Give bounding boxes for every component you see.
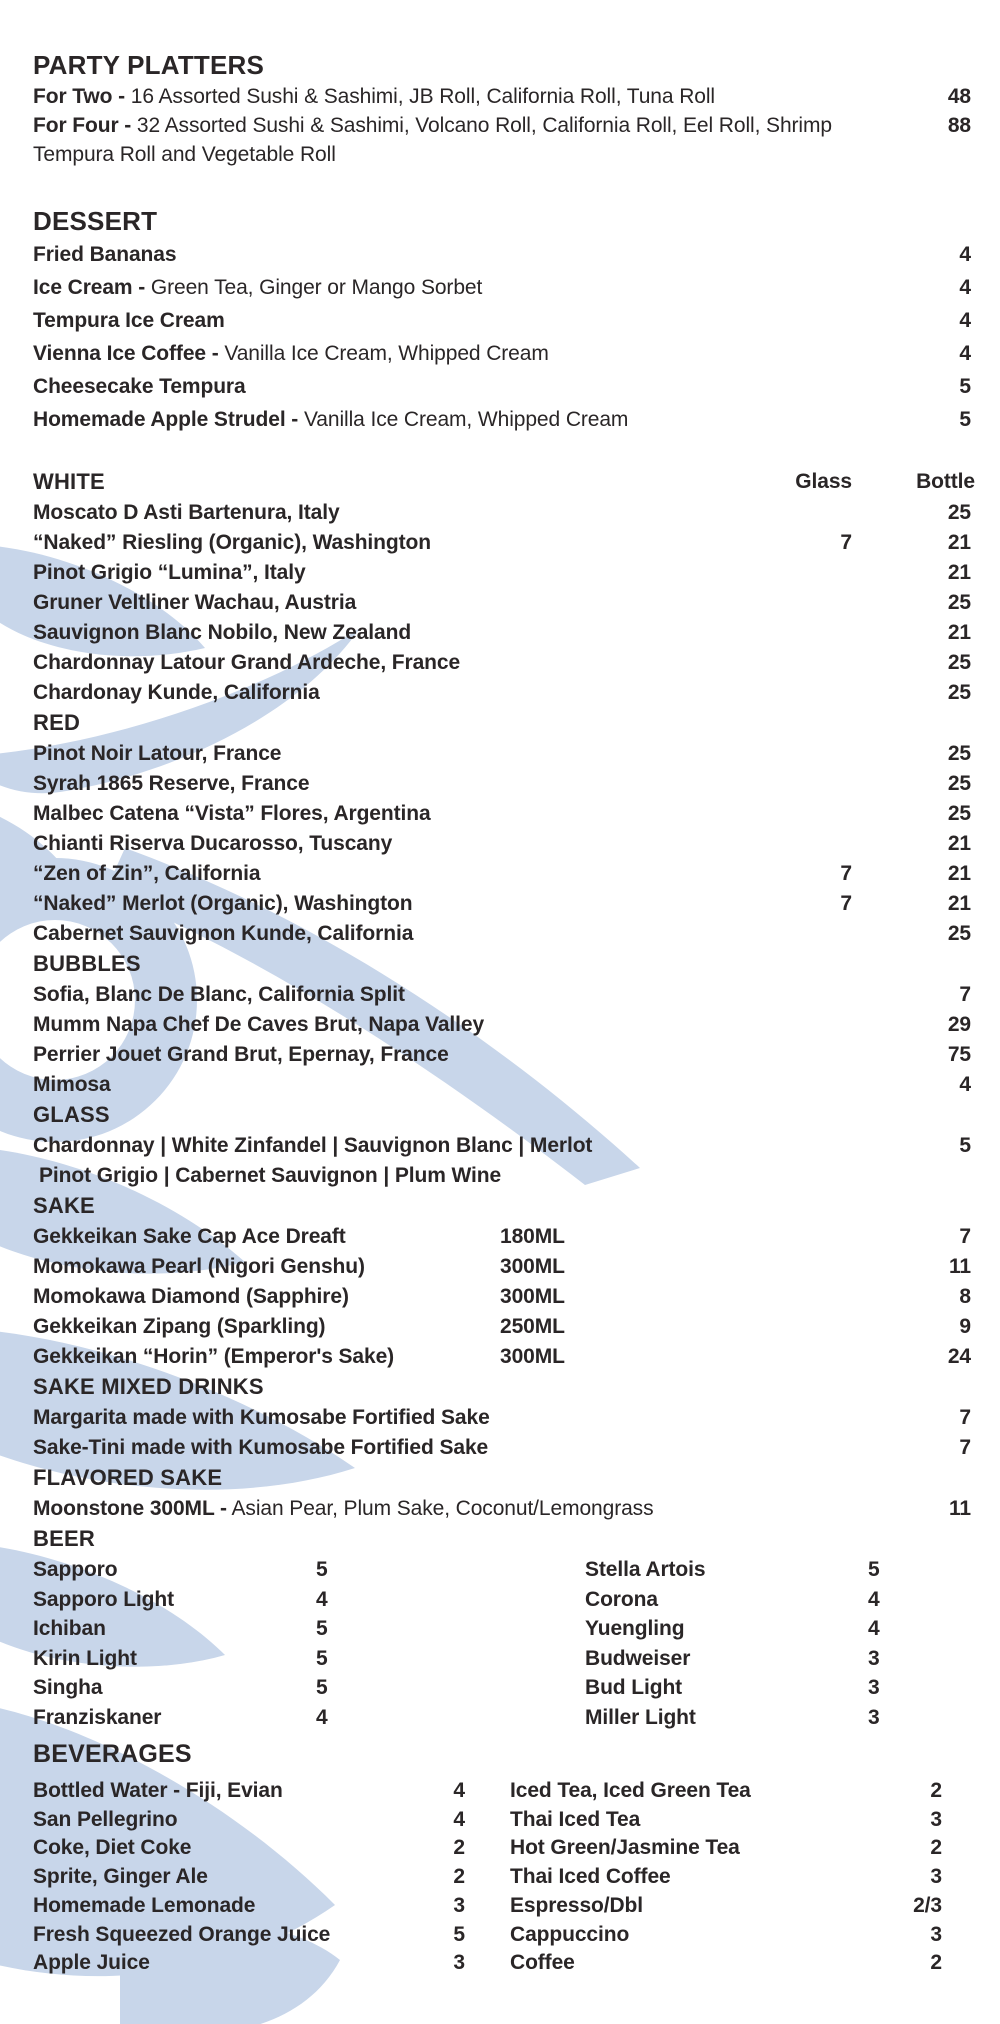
beer-item-row — [585, 1673, 965, 1703]
item-name: For Four - — [33, 114, 132, 137]
item-price: 4 — [868, 1587, 880, 1611]
item-price: 7 — [959, 1225, 971, 1248]
bottle-price: 21 — [947, 561, 971, 584]
item-price: 2 — [930, 1836, 942, 1860]
bottle-price: 29 — [947, 1013, 971, 1036]
subsection-header — [0, 1524, 1000, 1555]
item-name: San Pellegrino — [33, 1807, 178, 1831]
beverage-list-right — [510, 1777, 942, 1978]
menu-item-row — [0, 1433, 1000, 1463]
bottle-size: 300ML — [500, 1285, 565, 1308]
item-price: 5 — [316, 1676, 328, 1699]
item-price: 2 — [930, 1779, 942, 1802]
bottle-size: 300ML — [500, 1255, 565, 1278]
menu-item-row — [0, 271, 1000, 304]
item-price: 4 — [316, 1587, 328, 1611]
bubbles-list — [0, 980, 1000, 1100]
item-name: Cheesecake Tempura — [33, 375, 246, 398]
item-name: “Naked” Merlot (Organic), Washington — [33, 892, 413, 915]
menu-item-row — [0, 337, 1000, 370]
section-title: PARTY PLATTERS — [33, 50, 265, 80]
subsection-title: WHITE — [33, 469, 105, 494]
beer-item-row — [585, 1585, 965, 1615]
wine-item-row — [0, 498, 1000, 528]
item-name: Franziskaner — [33, 1705, 162, 1729]
section-wine-sake — [0, 467, 1000, 1524]
sake-item-row — [0, 1252, 1000, 1282]
by-the-glass-row — [0, 1131, 1000, 1161]
item-name: Sofia, Blanc De Blanc, California Split — [33, 983, 405, 1006]
item-name: For Two - — [33, 85, 126, 108]
wine-item-row — [0, 1040, 1000, 1070]
item-name: Sapporo Light — [33, 1587, 175, 1611]
item-name: Chardonnay Latour Grand Ardeche, France — [33, 651, 461, 674]
bottle-price: 21 — [947, 832, 971, 855]
item-price: 4 — [959, 309, 971, 332]
section-beer — [0, 1524, 1000, 1732]
wine-item-row — [0, 919, 1000, 949]
menu-item-row — [0, 370, 1000, 403]
bottle-column-header: Bottle — [916, 470, 975, 493]
item-name: Miller Light — [585, 1705, 696, 1729]
item-price: 3 — [868, 1705, 880, 1729]
item-name: Chianti Riserva Ducarosso, Tuscany — [33, 832, 393, 855]
item-name: Gruner Veltliner Wachau, Austria — [33, 591, 357, 614]
subsection-title: BUBBLES — [33, 951, 141, 976]
item-price: 5 — [959, 408, 971, 431]
wine-item-row — [0, 739, 1000, 769]
menu-item-row — [0, 82, 1000, 111]
wine-item-row — [0, 648, 1000, 678]
item-price: 88 — [947, 114, 971, 137]
item-name: Mumm Napa Chef De Caves Brut, Napa Valley — [33, 1013, 485, 1036]
item-name: Syrah 1865 Reserve, France — [33, 772, 310, 795]
beer-item-row — [33, 1555, 413, 1585]
beverage-item-row — [33, 1921, 465, 1950]
wine-item-row — [0, 528, 1000, 558]
item-name: Stella Artois — [585, 1558, 706, 1581]
bottle-price: 25 — [947, 591, 971, 614]
item-name: Vienna Ice Coffee - — [33, 342, 219, 365]
item-name: Cabernet Sauvignon Kunde, California — [33, 922, 414, 945]
wine-item-row — [0, 588, 1000, 618]
item-name: Gekkeikan Zipang (Sparkling) — [33, 1315, 326, 1338]
beverage-item-row — [510, 1892, 942, 1921]
menu-item-row — [0, 1494, 1000, 1524]
item-description: Vanilla Ice Cream, Whipped Cream — [303, 408, 629, 431]
bottle-price: 25 — [947, 501, 971, 524]
beverage-item-row — [510, 1777, 942, 1806]
item-price: 3 — [868, 1676, 880, 1699]
menu-item-row — [0, 403, 1000, 436]
wine-item-row — [0, 889, 1000, 919]
item-name: Moscato D Asti Bartenura, Italy — [33, 501, 340, 524]
item-price: 4 — [959, 342, 971, 365]
section-title: BEVERAGES — [33, 1740, 192, 1768]
wine-item-row — [0, 980, 1000, 1010]
bottle-price: 7 — [959, 983, 971, 1006]
wine-item-row — [0, 678, 1000, 708]
beverage-item-row — [510, 1863, 942, 1892]
item-name: Gekkeikan Sake Cap Ace Dreaft — [33, 1225, 346, 1248]
beer-item-row — [33, 1644, 413, 1674]
item-price: 2 — [453, 1865, 465, 1889]
beverage-item-row — [510, 1806, 942, 1835]
menu-item-row — [0, 1403, 1000, 1433]
item-name: Fresh Squeezed Orange Juice — [33, 1922, 331, 1946]
wine-item-row — [0, 618, 1000, 648]
item-price: 5 — [959, 375, 971, 398]
item-price: 3 — [453, 1951, 465, 1975]
beverage-item-row — [33, 1863, 465, 1892]
item-price: 3 — [930, 1807, 942, 1831]
bottle-size: 180ML — [500, 1225, 565, 1248]
subsection-title: FLAVORED SAKE — [33, 1465, 223, 1490]
item-price: 24 — [947, 1345, 971, 1368]
item-price: 9 — [959, 1315, 971, 1338]
item-name: “Naked” Riesling (Organic), Washington — [33, 531, 431, 554]
subsection-title: SAKE — [33, 1193, 95, 1218]
item-text — [0, 82, 1000, 111]
item-price: 2 — [453, 1836, 465, 1860]
item-price: 4 — [316, 1705, 328, 1729]
item-price: 3 — [453, 1893, 465, 1917]
item-price: 3 — [868, 1646, 880, 1670]
item-description: Vanilla Ice Cream, Whipped Cream — [224, 342, 549, 365]
item-price: 3 — [930, 1922, 942, 1946]
beer-item-row — [33, 1614, 413, 1644]
wine-item-row — [0, 829, 1000, 859]
item-price: 4 — [453, 1779, 465, 1802]
item-price: 7 — [959, 1436, 971, 1459]
bottle-price: 25 — [947, 681, 971, 704]
beverage-item-row — [510, 1949, 942, 1978]
section-beverages — [0, 1738, 1000, 1979]
glass-wines-line2: Pinot Grigio | Cabernet Sauvignon | Plum Wine — [39, 1164, 502, 1187]
item-name: Perrier Jouet Grand Brut, Epernay, France — [33, 1043, 449, 1066]
bottle-price: 4 — [959, 1073, 971, 1096]
glass-column-header: Glass — [795, 470, 852, 493]
item-price: 5 — [868, 1558, 880, 1581]
item-name: Sake-Tini made with Kumosabe Fortified Sake — [33, 1436, 489, 1459]
item-price: 11 — [949, 1255, 971, 1278]
item-name: Espresso/Dbl — [510, 1893, 644, 1917]
item-name: Tempura Ice Cream — [33, 309, 225, 332]
sake-item-row — [0, 1342, 1000, 1372]
bottle-size: 250ML — [500, 1315, 565, 1338]
item-price: 4 — [868, 1617, 880, 1640]
glass-price: 7 — [840, 531, 852, 554]
glass-wines-line1: Chardonnay | White Zinfandel | Sauvignon Blanc | Merlot — [33, 1134, 593, 1157]
bottle-price: 75 — [947, 1043, 971, 1066]
item-text — [0, 111, 1000, 169]
item-price: 5 — [316, 1617, 328, 1640]
subsection-header — [0, 949, 1000, 980]
item-name: Ichiban — [33, 1617, 106, 1640]
item-price: 2/3 — [913, 1893, 942, 1917]
beverage-item-row — [33, 1892, 465, 1921]
item-name: Moonstone 300ML - — [33, 1497, 227, 1520]
item-name: Hot Green/Jasmine Tea — [510, 1836, 740, 1860]
item-name: Homemade Apple Strudel - — [33, 408, 299, 431]
wine-item-row — [0, 1010, 1000, 1040]
bottle-price: 25 — [947, 742, 971, 765]
sake-item-row — [0, 1282, 1000, 1312]
beer-item-row — [585, 1614, 965, 1644]
beverage-item-row — [33, 1834, 465, 1863]
item-name: Momokawa Pearl (Nigori Genshu) — [33, 1255, 365, 1278]
sake-item-row — [0, 1312, 1000, 1342]
sake-mixed-drinks-list — [0, 1403, 1000, 1463]
item-name: Coffee — [510, 1951, 575, 1975]
item-name: Malbec Catena “Vista” Flores, Argentina — [33, 802, 431, 825]
wine-item-row — [0, 799, 1000, 829]
item-name: Thai Iced Coffee — [510, 1865, 671, 1889]
item-name: Thai Iced Tea — [510, 1807, 641, 1831]
beverage-item-row — [33, 1949, 465, 1978]
subsection-header — [0, 708, 1000, 739]
beer-columns — [0, 1555, 1000, 1732]
sake-list — [0, 1222, 1000, 1372]
item-name: Coke, Diet Coke — [33, 1836, 192, 1860]
item-name: Bud Light — [585, 1676, 683, 1699]
bottle-price: 25 — [947, 651, 971, 674]
bottle-size: 300ML — [500, 1345, 565, 1368]
item-price: 2 — [930, 1951, 942, 1975]
item-name: Sauvignon Blanc Nobilo, New Zealand — [33, 621, 412, 644]
item-name: Cappuccino — [510, 1922, 630, 1946]
item-name: Ice Cream - — [33, 276, 146, 299]
wine-item-row — [0, 558, 1000, 588]
item-price: 4 — [959, 276, 971, 299]
item-description: 16 Assorted Sushi & Sashimi, JB Roll, California Roll, Tuna Roll — [130, 85, 715, 108]
item-name: Momokawa Diamond (Sapphire) — [33, 1285, 349, 1308]
subsection-title: RED — [33, 710, 81, 735]
subsection-header — [0, 1191, 1000, 1222]
item-name: Corona — [585, 1587, 658, 1611]
bottle-price: 21 — [947, 892, 971, 915]
item-price: 5 — [959, 1134, 971, 1157]
bottle-price: 25 — [947, 772, 971, 795]
subsection-title: GLASS — [33, 1102, 110, 1127]
item-description: Asian Pear, Plum Sake, Coconut/Lemongrass — [231, 1497, 654, 1520]
wine-item-row — [0, 859, 1000, 889]
beer-item-row — [33, 1673, 413, 1703]
sake-item-row — [0, 1222, 1000, 1252]
item-name: “Zen of Zin”, California — [33, 862, 261, 885]
item-price: 8 — [959, 1285, 971, 1308]
section-title: DESSERT — [33, 206, 158, 236]
item-description: Green Tea, Ginger or Mango Sorbet — [150, 276, 483, 299]
beverage-columns — [0, 1777, 1000, 1979]
wine-columns-header — [0, 467, 1000, 498]
item-name: Budweiser — [585, 1646, 691, 1670]
by-the-glass-row — [0, 1161, 1000, 1191]
flavored-sake-list — [0, 1494, 1000, 1524]
menu-item-row — [0, 238, 1000, 271]
item-name: Yuengling — [585, 1617, 685, 1640]
item-price: 7 — [959, 1406, 971, 1429]
item-name: Chardonay Kunde, California — [33, 681, 320, 704]
item-price: 4 — [453, 1807, 465, 1831]
item-price: 4 — [959, 243, 971, 266]
menu-item-row — [0, 111, 1000, 169]
beer-item-row — [33, 1585, 413, 1615]
wine-item-row — [0, 1070, 1000, 1100]
subsection-header — [0, 1372, 1000, 1403]
beer-item-row — [585, 1703, 965, 1733]
item-name: Iced Tea, Iced Green Tea — [510, 1779, 751, 1802]
item-name: Gekkeikan “Horin” (Emperor's Sake) — [33, 1345, 395, 1368]
item-price: 3 — [930, 1865, 942, 1889]
beer-list-right — [585, 1555, 965, 1732]
glass-price: 7 — [840, 892, 852, 915]
beer-item-row — [585, 1555, 965, 1585]
subsection-header — [0, 1463, 1000, 1494]
glass-price: 7 — [840, 862, 852, 885]
beer-item-row — [33, 1703, 413, 1733]
subsection-title: BEER — [33, 1526, 95, 1551]
bottle-price: 21 — [947, 531, 971, 554]
beverage-item-row — [33, 1806, 465, 1835]
subsection-header — [0, 1100, 1000, 1131]
red-wine-list — [0, 739, 1000, 949]
beer-item-row — [585, 1644, 965, 1674]
item-name: Pinot Noir Latour, France — [33, 742, 282, 765]
beverage-item-row — [510, 1834, 942, 1863]
party-platters-list — [0, 82, 1000, 169]
item-price: 5 — [316, 1646, 328, 1670]
item-price: 5 — [316, 1558, 328, 1581]
beer-list-left — [33, 1555, 413, 1732]
item-name: Sprite, Ginger Ale — [33, 1865, 208, 1889]
beverage-item-row — [33, 1777, 465, 1806]
beverage-list-left — [33, 1777, 465, 1978]
bottle-price: 21 — [947, 621, 971, 644]
item-price: 48 — [947, 85, 971, 108]
item-name: Homemade Lemonade — [33, 1893, 256, 1917]
item-name: Sapporo — [33, 1558, 118, 1581]
beverage-item-row — [510, 1921, 942, 1950]
item-name: Margarita made with Kumosabe Fortified Sake — [33, 1406, 490, 1429]
wine-item-row — [0, 769, 1000, 799]
bottle-price: 25 — [947, 922, 971, 945]
item-name: Mimosa — [33, 1073, 111, 1096]
section-dessert — [0, 204, 1000, 436]
white-wine-list — [0, 498, 1000, 708]
item-price: 11 — [949, 1497, 971, 1520]
item-name: Fried Bananas — [33, 243, 177, 266]
item-name: Apple Juice — [33, 1951, 150, 1975]
item-name: Singha — [33, 1676, 103, 1699]
section-party-platters — [0, 48, 1000, 169]
item-name: Kirin Light — [33, 1646, 137, 1670]
item-price: 5 — [453, 1922, 465, 1946]
bottle-price: 21 — [947, 862, 971, 885]
bottle-price: 25 — [947, 802, 971, 825]
item-name: Bottled Water - Fiji, Evian — [33, 1779, 283, 1802]
item-description: 32 Assorted Sushi & Sashimi, Volcano Roll, California Roll, Eel Roll, Shrimp Tempura Roll and Vegetable Roll — [33, 114, 832, 166]
item-name: Pinot Grigio “Lumina”, Italy — [33, 561, 306, 584]
menu-item-row — [0, 304, 1000, 337]
subsection-title: SAKE MIXED DRINKS — [33, 1374, 264, 1399]
dessert-list — [0, 238, 1000, 436]
